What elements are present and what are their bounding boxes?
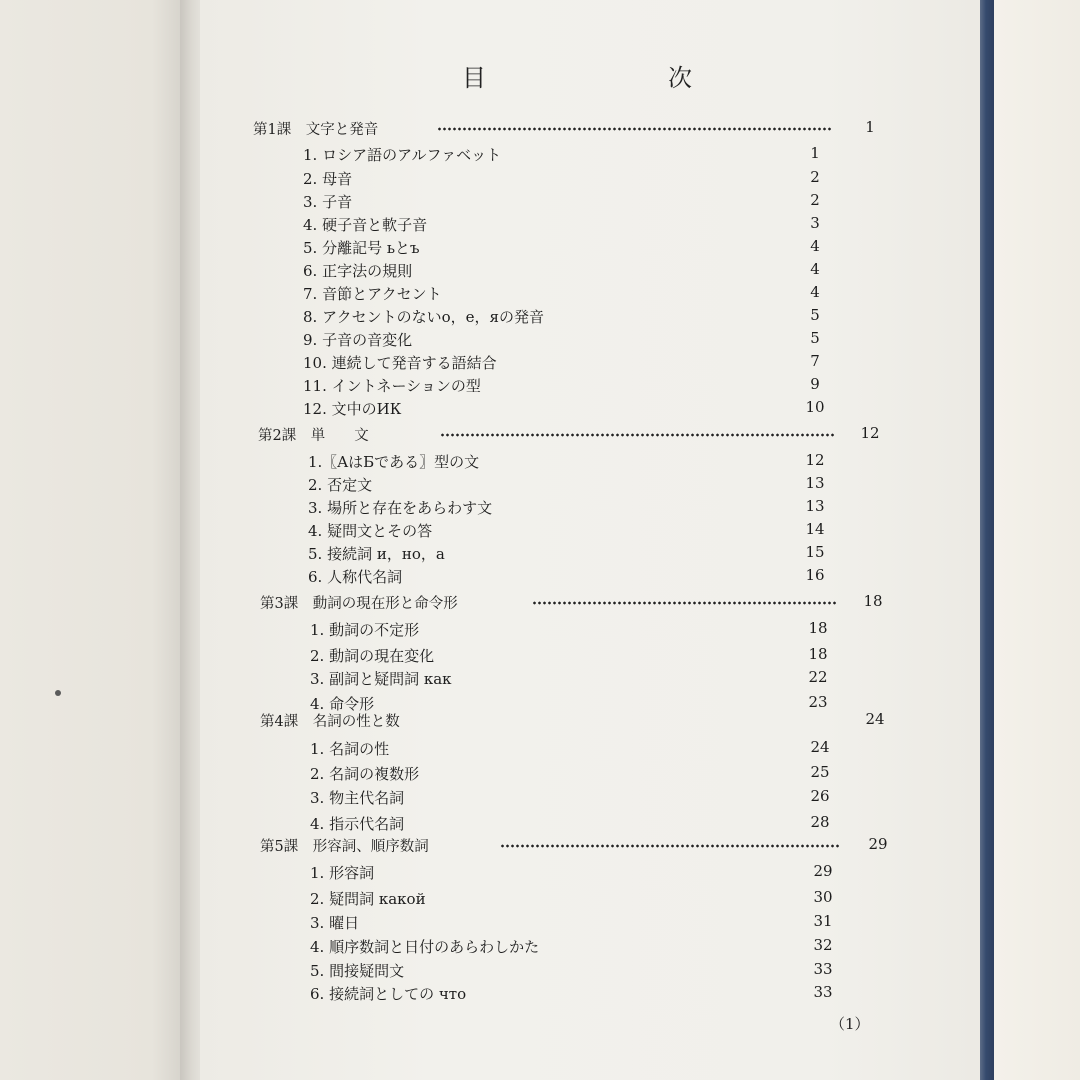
toc-section-row[interactable] (200, 960, 980, 984)
toc-section-row[interactable] (200, 168, 980, 192)
toc-chapter-row[interactable] (200, 424, 980, 448)
section-page-number: 33 (813, 960, 833, 978)
section-page-number: 32 (813, 936, 833, 954)
section-page-number: 2 (810, 191, 820, 209)
section-page-number: 30 (813, 888, 833, 906)
section-title: 2. 疑問詞 какой (310, 890, 426, 908)
toc-section-row[interactable] (200, 619, 980, 643)
section-title: 4. 指示代名詞 (310, 815, 405, 833)
section-page-number: 13 (805, 497, 825, 515)
section-page-number: 25 (810, 763, 830, 781)
section-title: 3. 場所と存在をあらわす文 (308, 499, 493, 517)
toc-section-row[interactable] (200, 144, 980, 168)
section-page-number: 28 (810, 813, 830, 831)
title-char-2: 次 (668, 64, 692, 92)
section-title: 3. 物主代名詞 (310, 789, 405, 807)
toc-section-row[interactable] (200, 474, 980, 498)
section-page-number: 3 (810, 214, 820, 232)
section-page-number: 10 (805, 398, 825, 416)
chapter-title: 第3課 動詞の現在形と命令形 (260, 596, 458, 612)
section-title: 4. 硬子音と軟子音 (303, 216, 428, 234)
section-title: 3. 副詞と疑問詞 как (310, 670, 452, 688)
section-title: 10. 連続して発音する語結合 (303, 354, 497, 372)
toc-section-row[interactable] (200, 451, 980, 475)
section-title: 2. 動詞の現在変化 (310, 647, 435, 665)
section-title: 8. アクセントのないо，е，яの発音 (303, 308, 545, 326)
toc-section-row[interactable] (200, 214, 980, 238)
section-page-number: 5 (810, 329, 820, 347)
section-title: 1. 形容詞 (310, 864, 375, 882)
toc-section-row[interactable] (200, 237, 980, 261)
section-page-number: 12 (805, 451, 825, 469)
toc-section-row[interactable] (200, 763, 980, 787)
toc-section-row[interactable] (200, 862, 980, 886)
section-page-number: 4 (810, 283, 820, 301)
left-page (0, 0, 190, 1080)
toc-section-row[interactable] (200, 813, 980, 837)
section-page-number: 18 (808, 645, 828, 663)
section-title: 1. ロシア語のアルファベット (303, 146, 502, 164)
chapter-title: 第2課 単 文 (258, 428, 369, 444)
section-page-number: 13 (805, 474, 825, 492)
paper-speck (55, 690, 61, 696)
section-title: 7. 音節とアクセント (303, 285, 442, 303)
toc-section-row[interactable] (200, 352, 980, 376)
toc-section-row[interactable] (200, 497, 980, 521)
section-page-number: 1 (810, 144, 820, 162)
dot-leader (532, 601, 837, 605)
chapter-page-number: 29 (868, 835, 888, 853)
toc-section-row[interactable] (200, 738, 980, 762)
toc-section-row[interactable] (200, 668, 980, 692)
toc-section-row[interactable] (200, 566, 980, 590)
section-title: 2. 母音 (303, 170, 353, 188)
section-title: 4. 疑問文とその答 (308, 522, 433, 540)
page-title (462, 58, 692, 90)
toc-section-row[interactable] (200, 983, 980, 1007)
toc-section-row[interactable] (200, 375, 980, 399)
section-title: 4. 命令形 (310, 695, 375, 713)
section-title: 9. 子音の音変化 (303, 331, 413, 349)
section-page-number: 4 (810, 260, 820, 278)
toc-chapter-row[interactable] (200, 592, 980, 616)
chapter-title: 第5課 形容詞、順序数詞 (260, 839, 429, 855)
section-title: 2. 否定文 (308, 476, 373, 494)
section-page-number: 31 (813, 912, 833, 930)
chapter-page-number: 18 (863, 592, 883, 610)
section-title: 4. 順序数詞と日付のあらわしかた (310, 938, 540, 956)
chapter-page-number: 24 (865, 710, 885, 728)
section-page-number: 16 (805, 566, 825, 584)
page-number: （1） (830, 1015, 870, 1033)
section-page-number: 33 (813, 983, 833, 1001)
chapter-page-number: 1 (865, 118, 875, 136)
section-title: 3. 曜日 (310, 914, 360, 932)
section-title: 5. 接続詞 и，но，а (308, 545, 445, 563)
section-page-number: 2 (810, 168, 820, 186)
section-title: 1. 名詞の性 (310, 740, 390, 758)
section-title: 12. 文中のИК (303, 400, 402, 418)
section-page-number: 22 (808, 668, 828, 686)
title-char-1: 目 (462, 64, 486, 92)
toc-section-row[interactable] (200, 912, 980, 936)
section-title: 5. 分離記号 ьとъ (303, 239, 420, 257)
section-title: 3. 子音 (303, 193, 353, 211)
section-page-number: 14 (805, 520, 825, 538)
section-title: 6. 正字法の規則 (303, 262, 413, 280)
section-title: 11. イントネーションの型 (303, 377, 481, 395)
toc-section-row[interactable] (200, 520, 980, 544)
book-cover-edge (978, 0, 994, 1080)
section-page-number: 4 (810, 237, 820, 255)
section-page-number: 29 (813, 862, 833, 880)
section-page-number: 5 (810, 306, 820, 324)
toc-section-row[interactable] (200, 283, 980, 307)
section-page-number: 23 (808, 693, 828, 711)
table-surface (994, 0, 1080, 1080)
chapter-page-number: 12 (860, 424, 880, 442)
toc-section-row[interactable] (200, 260, 980, 284)
section-page-number: 24 (810, 738, 830, 756)
toc-section-row[interactable] (200, 888, 980, 912)
chapter-title: 第1課 文字と発音 (253, 122, 379, 138)
toc-section-row[interactable] (200, 329, 980, 353)
section-page-number: 18 (808, 619, 828, 637)
section-title: 6. 人称代名詞 (308, 568, 403, 586)
dot-leader (440, 433, 835, 437)
toc-chapter-row[interactable] (200, 710, 980, 734)
toc-section-row[interactable] (200, 191, 980, 215)
section-title: 1. 動詞の不定形 (310, 621, 420, 639)
dot-leader (437, 127, 832, 131)
section-title: 2. 名詞の複数形 (310, 765, 420, 783)
toc-section-row[interactable] (200, 543, 980, 567)
section-page-number: 15 (805, 543, 825, 561)
toc-section-row[interactable] (200, 787, 980, 811)
toc-page (200, 0, 980, 1080)
toc-section-row[interactable] (200, 398, 980, 422)
section-title: 5. 間接疑問文 (310, 962, 405, 980)
dot-leader (500, 844, 840, 848)
toc-section-row[interactable] (200, 306, 980, 330)
section-title: 6. 接続詞としての что (310, 985, 467, 1003)
toc-section-row[interactable] (200, 645, 980, 669)
section-title: 1.〖AはБである〗型の文 (308, 453, 480, 471)
toc-chapter-row[interactable] (200, 835, 980, 859)
chapter-title: 第4課 名詞の性と数 (260, 714, 400, 730)
section-page-number: 26 (810, 787, 830, 805)
toc-chapter-row[interactable] (200, 118, 980, 142)
section-page-number: 7 (810, 352, 820, 370)
section-page-number: 9 (810, 375, 820, 393)
toc-section-row[interactable] (200, 936, 980, 960)
